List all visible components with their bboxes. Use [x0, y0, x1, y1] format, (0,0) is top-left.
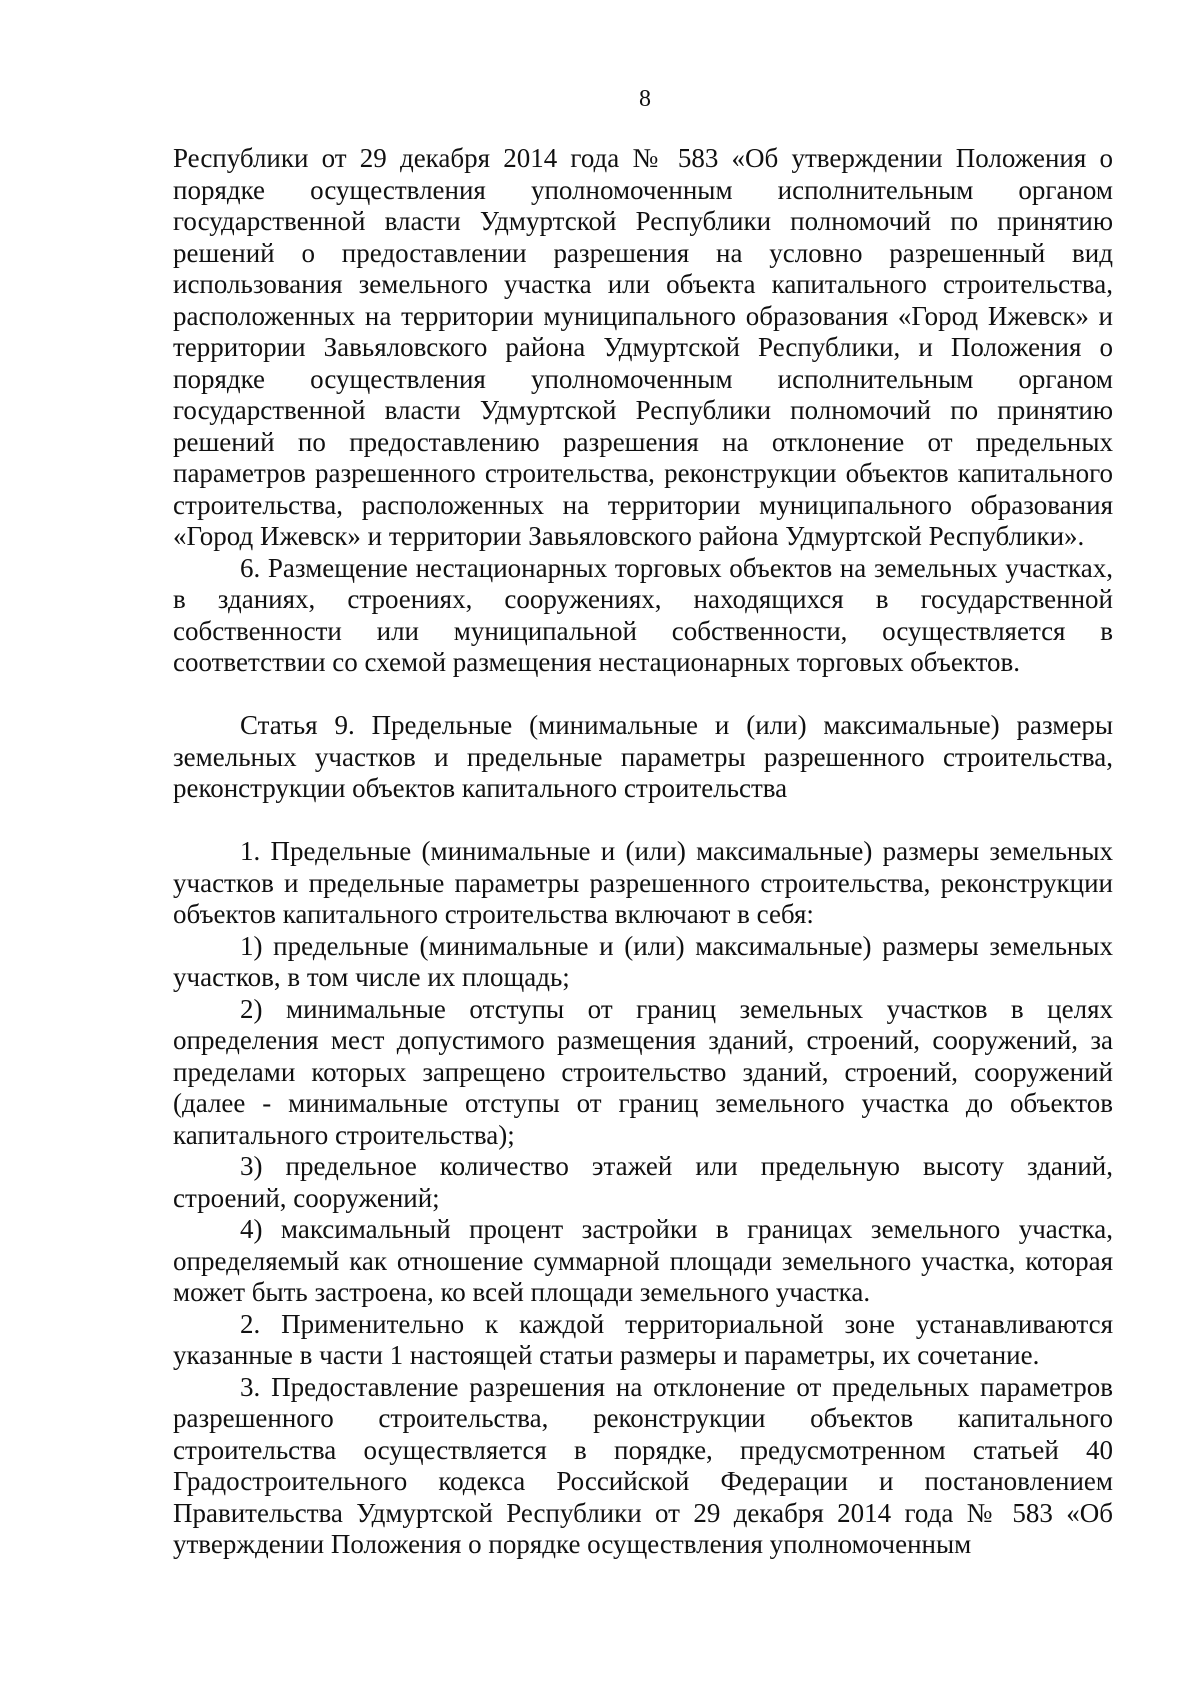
- article-heading: Статья 9. Предельные (минимальные и (или) максимальные) размеры земельных участков и предельные параметры разрешенного строительства, реконструкции объектов капитального строительства: [173, 710, 1113, 803]
- list-item-3: 3) предельное количество этажей или предельную высоту зданий, строений, сооружений;: [173, 1151, 1113, 1213]
- list-item-4: 4) максимальный процент застройки в границах земельного участка, определяемый как отношение суммарной площади земельного участка, которая может быть застроена, ко всей площади земельного участка.: [173, 1214, 1113, 1307]
- paragraph-item-6: 6. Размещение нестационарных торговых объектов на земельных участках, в зданиях, строениях, сооружениях, находящихся в государственной собственности или муниципальной собственности, осуществляется в соответствии со схемой размещения нестационарных торговых объектов.: [173, 552, 1113, 677]
- paragraph-part-1: 1. Предельные (минимальные и (или) максимальные) размеры земельных участков и предельные параметры разрешенного строительства, реконструкции объектов капитального строительства включают в себя:: [173, 836, 1113, 929]
- document-body: [173, 143, 1113, 1561]
- page-number: 8: [639, 86, 651, 112]
- paragraph-part-3: 3. Предоставление разрешения на отклонение от предельных параметров разрешенного строительства, реконструкции объектов капитального строительства осуществляется в порядке, предусмотренном статьей 40 Градостроительного кодекса Российской Федерации и постановлением Правительства Удмуртской Республики от 29 декабря 2014 года № 583 «Об утверждении Положения о порядке осуществления уполномоченным: [173, 1371, 1113, 1559]
- list-item-2: 2) минимальные отступы от границ земельных участков в целях определения мест допустимого размещения зданий, строений, сооружений, за пределами которых запрещено строительство зданий, строений, сооружений (далее - минимальные отступы от границ земельного участка до объектов капитального строительства);: [173, 993, 1113, 1150]
- paragraph-continuation: Республики от 29 декабря 2014 года № 583 «Об утверждении Положения о порядке осуществления уполномоченным исполнительным органом государственной власти Удмуртской Республики полномочий по принятию решений о предоставлении разрешения на условно разрешенный вид использования земельного участка или объекта капитального строительства, расположенных на территории муниципального образования «Город Ижевск» и территории Завьяловского района Удмуртской Республики, и Положения о порядке осуществления уполномоченным исполнительным органом государственной власти Удмуртской Республики полномочий по принятию решений по предоставлению разрешения на отклонение от предельных параметров разрешенного строительства, реконструкции объектов капитального строительства, расположенных на территории муниципального образования «Город Ижевск» и территории Завьяловского района Удмуртской Республики».: [173, 143, 1113, 551]
- list-item-1: 1) предельные (минимальные и (или) максимальные) размеры земельных участков, в том числе их площадь;: [173, 930, 1113, 992]
- paragraph-part-2: 2. Применительно к каждой территориальной зоне устанавливаются указанные в части 1 настоящей статьи размеры и параметры, их сочетание.: [173, 1308, 1113, 1370]
